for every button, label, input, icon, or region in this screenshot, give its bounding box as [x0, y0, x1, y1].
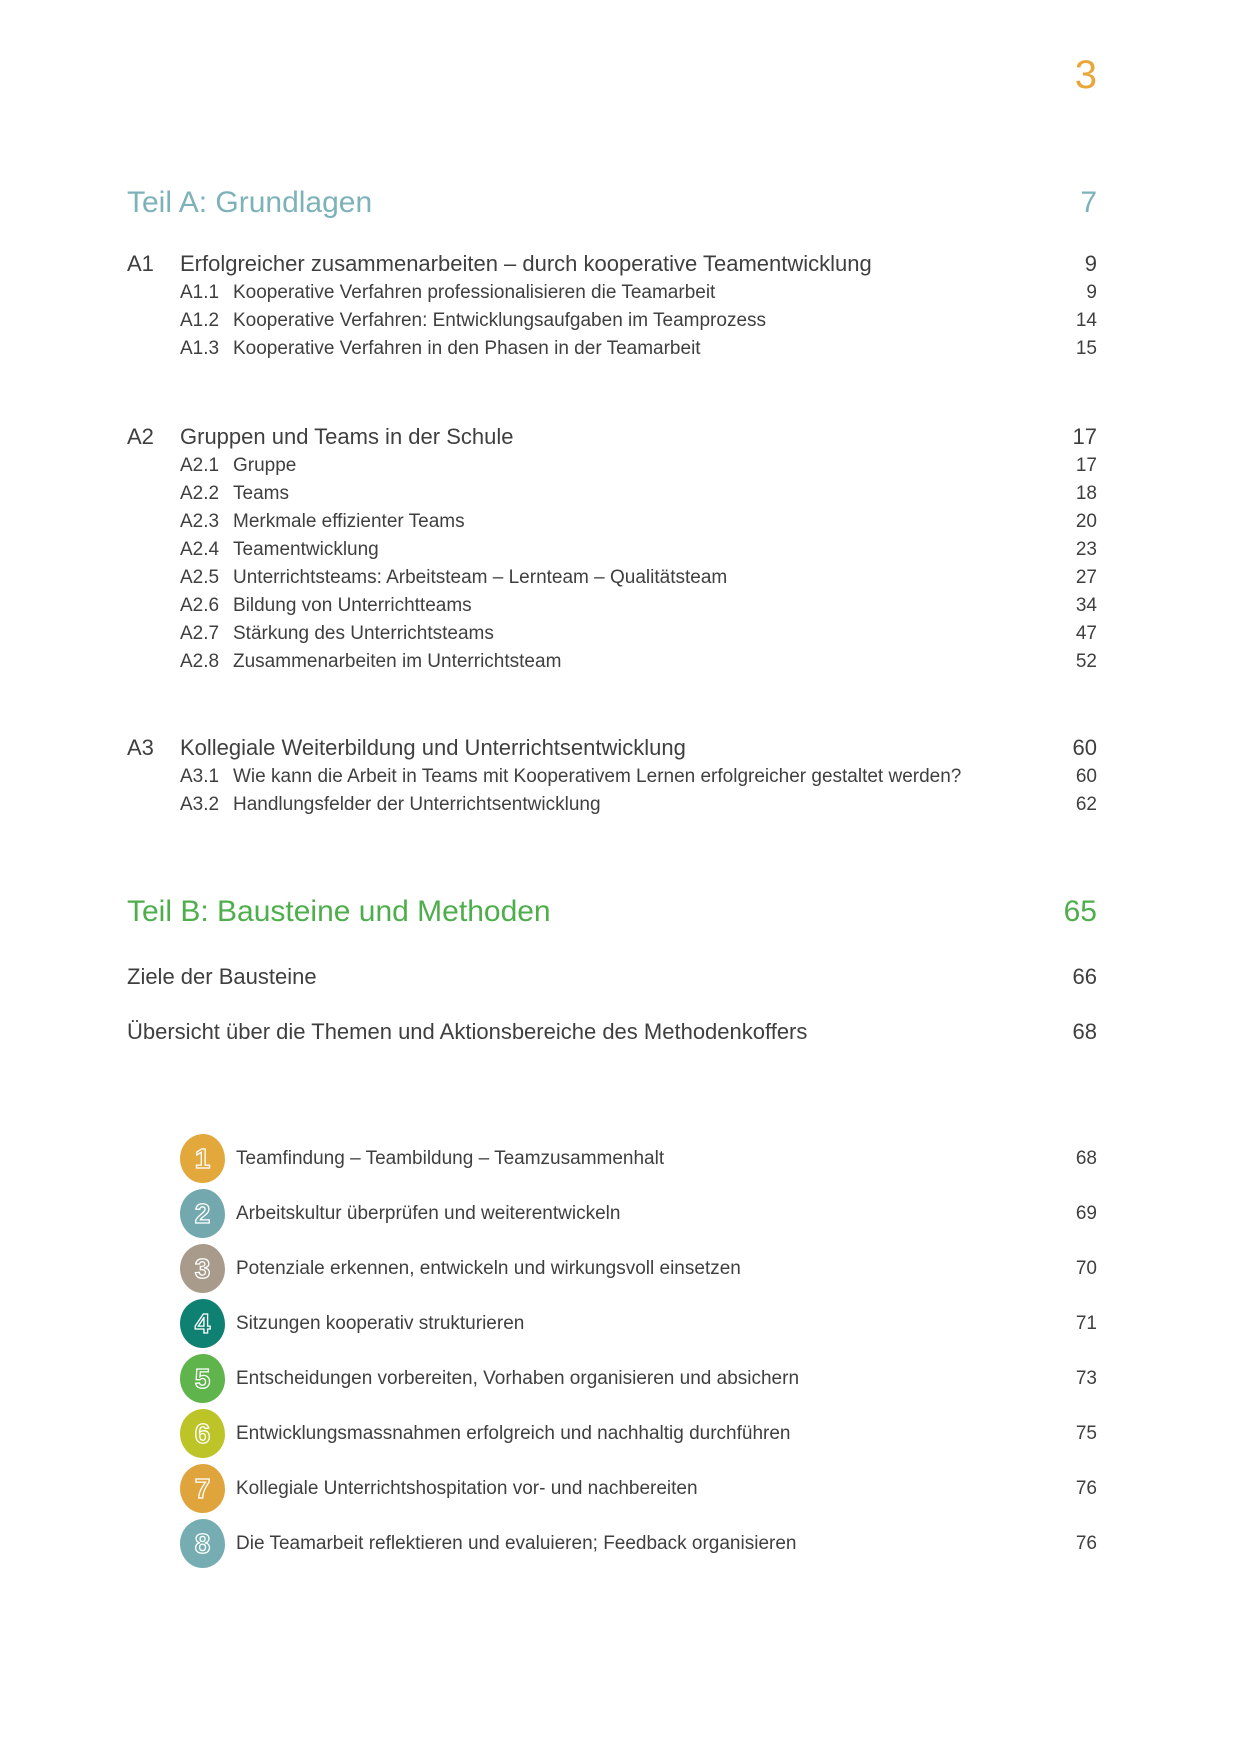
subsection-title: Kooperative Verfahren professionalisieren die Teamarbeit — [233, 282, 716, 303]
module-number-badge — [180, 1189, 225, 1238]
subsection-title: Unterrichtsteams: Arbeitsteam – Lernteam – Qualitätsteam — [233, 567, 728, 588]
page-ref: 76 — [1075, 1477, 1097, 1499]
toc-row — [127, 307, 1097, 335]
section-title: Kollegiale Weiterbildung und Unterrichtsentwicklung — [180, 735, 686, 760]
subsection-number: A2.6 — [180, 595, 220, 616]
page-ref: 60 — [1075, 766, 1097, 787]
module-number-badge — [180, 1354, 225, 1403]
page-ref: 17 — [1072, 424, 1097, 449]
entry-title: Ziele der Bausteine — [127, 964, 317, 989]
subsection-title: Merkmale effizienter Teams — [233, 511, 465, 532]
section-number: A1 — [127, 251, 154, 276]
module-number: 1 — [194, 1142, 211, 1174]
module-number: 6 — [194, 1417, 211, 1449]
subsection-number: A1.3 — [180, 338, 220, 359]
subsection-title: Teamentwicklung — [233, 539, 379, 560]
page-ref: 27 — [1075, 567, 1097, 588]
page-ref: 9 — [1086, 282, 1097, 303]
module-number-badge — [180, 1244, 225, 1293]
toc-row — [127, 620, 1097, 648]
module-number: 8 — [194, 1527, 211, 1559]
toc-row — [127, 248, 1097, 279]
subsection-title: Handlungsfelder der Unterrichtsentwicklung — [233, 794, 601, 815]
toc-row — [127, 791, 1097, 819]
page-ref: 47 — [1075, 623, 1097, 644]
page-ref: 69 — [1075, 1202, 1097, 1224]
subsection-title: Kooperative Verfahren in den Phasen in der Teamarbeit — [233, 338, 701, 359]
module-number-badge — [180, 1409, 225, 1458]
module-row — [127, 1186, 1097, 1241]
toc-row — [127, 421, 1097, 452]
module-row — [127, 1516, 1097, 1571]
page-ref: 20 — [1075, 511, 1097, 532]
toc-row — [127, 648, 1097, 676]
subsection-number: A2.7 — [180, 623, 220, 644]
entry-title: Übersicht über die Themen und Aktionsbereiche des Methodenkoffers — [127, 1019, 808, 1044]
toc-row — [127, 536, 1097, 564]
section-a3 — [127, 732, 1097, 819]
subsection-number: A3.1 — [180, 766, 220, 787]
module-title: Potenziale erkennen, entwickeln und wirkungsvoll einsetzen — [236, 1257, 741, 1279]
module-title: Kollegiale Unterrichtshospitation vor- und nachbereiten — [236, 1477, 698, 1499]
module-number-badge — [180, 1134, 225, 1183]
toc-row — [127, 452, 1097, 480]
module-row — [127, 1131, 1097, 1186]
part-a-page-ref: 7 — [1080, 186, 1097, 219]
module-number: 5 — [194, 1362, 211, 1394]
module-title: Entwicklungsmassnahmen erfolgreich und nachhaltig durchführen — [236, 1422, 791, 1444]
module-number-badge — [180, 1299, 225, 1348]
page-folio: 3 — [1074, 53, 1097, 97]
subsection-title: Wie kann die Arbeit in Teams mit Kooperativem Lernen erfolgreicher gestaltet werden? — [233, 766, 962, 787]
module-number: 2 — [194, 1197, 211, 1229]
toc-row — [127, 480, 1097, 508]
toc-row — [127, 732, 1097, 763]
module-number-badge — [180, 1464, 225, 1513]
page-ref: 68 — [1072, 1019, 1097, 1044]
page-ref: 9 — [1084, 251, 1097, 276]
subsection-number: A2.1 — [180, 455, 220, 476]
toc-row — [127, 1017, 1097, 1047]
module-title: Arbeitskultur überprüfen und weiterentwickeln — [236, 1202, 621, 1224]
page-ref: 18 — [1075, 483, 1097, 504]
module-row — [127, 1406, 1097, 1461]
subsection-number: A2.5 — [180, 567, 220, 588]
section-title: Erfolgreicher zusammenarbeiten – durch kooperative Teamentwicklung — [180, 251, 872, 276]
page-ref: 70 — [1075, 1257, 1097, 1279]
part-a-heading — [127, 184, 1097, 221]
toc-row — [127, 335, 1097, 363]
page-ref: 52 — [1075, 651, 1097, 672]
module-row — [127, 1296, 1097, 1351]
toc-row — [127, 962, 1097, 992]
toc-row — [127, 508, 1097, 536]
subsection-title: Kooperative Verfahren: Entwicklungsaufgaben im Teamprozess — [233, 310, 767, 331]
page-ref: 73 — [1075, 1367, 1097, 1389]
module-number: 3 — [194, 1252, 211, 1284]
page-ref: 60 — [1072, 735, 1097, 760]
page-ref: 71 — [1075, 1312, 1097, 1334]
part-b-title: Teil B: Bausteine und Methoden — [127, 895, 551, 928]
subsection-title: Stärkung des Unterrichtsteams — [233, 623, 494, 644]
page-ref: 68 — [1075, 1147, 1097, 1169]
page-ref: 75 — [1075, 1422, 1097, 1444]
subsection-number: A2.2 — [180, 483, 220, 504]
subsection-number: A2.3 — [180, 511, 220, 532]
section-title: Gruppen und Teams in der Schule — [180, 424, 514, 449]
toc-row — [127, 279, 1097, 307]
module-number-badge — [180, 1519, 225, 1568]
module-number: 4 — [194, 1307, 211, 1339]
page-ref: 76 — [1075, 1532, 1097, 1554]
module-title: Sitzungen kooperativ strukturieren — [236, 1312, 525, 1334]
subsection-title: Teams — [233, 483, 289, 504]
subsection-number: A1.2 — [180, 310, 220, 331]
subsection-title: Gruppe — [233, 455, 297, 476]
section-number: A3 — [127, 735, 154, 760]
subsection-number: A2.4 — [180, 539, 220, 560]
module-row — [127, 1351, 1097, 1406]
section-number: A2 — [127, 424, 154, 449]
part-b-page-ref: 65 — [1063, 895, 1097, 928]
toc-row — [127, 564, 1097, 592]
page-ref: 66 — [1072, 964, 1097, 989]
page-ref: 34 — [1075, 595, 1097, 616]
section-a1 — [127, 248, 1097, 363]
module-title: Teamfindung – Teambildung – Teamzusammenhalt — [236, 1147, 665, 1169]
page-ref: 62 — [1075, 794, 1097, 815]
page-ref: 14 — [1075, 310, 1097, 331]
module-list — [127, 1131, 1097, 1571]
module-number: 7 — [194, 1472, 211, 1504]
page-ref: 23 — [1075, 539, 1097, 560]
toc-row — [127, 763, 1097, 791]
section-a2 — [127, 421, 1097, 676]
part-b-heading — [127, 893, 1097, 930]
page-ref: 15 — [1075, 338, 1097, 359]
subsection-number: A2.8 — [180, 651, 220, 672]
part-a-title: Teil A: Grundlagen — [127, 186, 373, 219]
module-title: Entscheidungen vorbereiten, Vorhaben organisieren und absichern — [236, 1367, 800, 1389]
module-title: Die Teamarbeit reflektieren und evaluieren; Feedback organisieren — [236, 1532, 797, 1554]
module-row — [127, 1241, 1097, 1296]
page-ref: 17 — [1075, 455, 1097, 476]
module-row — [127, 1461, 1097, 1516]
toc-row — [127, 592, 1097, 620]
subsection-number: A3.2 — [180, 794, 220, 815]
subsection-number: A1.1 — [180, 282, 220, 303]
subsection-title: Bildung von Unterrichtteams — [233, 595, 472, 616]
subsection-title: Zusammenarbeiten im Unterrichtsteam — [233, 651, 562, 672]
